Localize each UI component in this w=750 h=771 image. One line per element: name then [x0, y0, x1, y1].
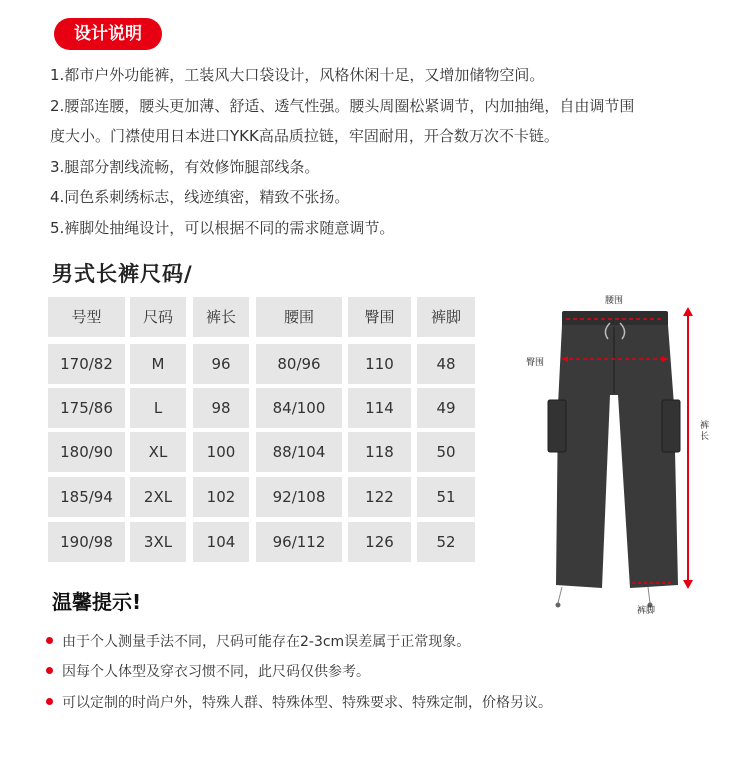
table-cell: 2XL — [130, 477, 186, 517]
table-cell: 170/82 — [48, 344, 125, 384]
header-cell: 腰围 — [256, 297, 342, 337]
header-cell: 尺码 — [130, 297, 186, 337]
header-cell: 裤长 — [193, 297, 249, 337]
hem-drawstring — [558, 587, 650, 603]
header-cell: 号型 — [48, 297, 125, 337]
table-cell: 102 — [193, 477, 249, 517]
tip-item — [46, 662, 370, 682]
table-cell: L — [130, 388, 186, 428]
table-cell: M — [130, 344, 186, 384]
table-cell: 104 — [193, 522, 249, 562]
header-cell: 臀围 — [348, 297, 411, 337]
length-label: 裤长 — [700, 421, 710, 442]
pants-diagram — [510, 285, 730, 629]
description-line: 3.腿部分割线流畅，有效修饰腿部线条。 — [50, 157, 320, 176]
header-cell: 裤脚 — [417, 297, 475, 337]
description-line: 2.腰部连腰，腰头更加薄、舒适、透气性强。腰头周圈松紧调节，内加抽绳，自由调节围 — [50, 96, 635, 115]
table-cell: 80/96 — [256, 344, 342, 384]
hem-toggle — [556, 603, 561, 608]
trouser-body — [556, 325, 678, 588]
tip-text: 由于个人测量手法不同，尺码可能存在2-3cm误差属于正常现象。 — [62, 634, 471, 650]
hem-label: 裤脚 — [637, 606, 656, 616]
table-cell: 122 — [348, 477, 411, 517]
tip-item — [46, 632, 470, 652]
pants-illustration — [510, 285, 730, 625]
table-cell: 126 — [348, 522, 411, 562]
tip-text: 可以定制的时尚户外，特殊人群、特殊体型、特殊要求、特殊定制，价格另议。 — [62, 695, 552, 711]
table-cell: 180/90 — [48, 432, 125, 472]
table-cell: 3XL — [130, 522, 186, 562]
tip-text: 因每个人体型及穿衣习惯不同，此尺码仅供参考。 — [62, 664, 370, 680]
table-cell: 84/100 — [256, 388, 342, 428]
left-cargo-pocket — [548, 400, 566, 452]
description-block — [50, 60, 720, 243]
table-cell: 52 — [417, 522, 475, 562]
table-cell: 114 — [348, 388, 411, 428]
table-cell: 92/108 — [256, 477, 342, 517]
length-arrow — [683, 307, 693, 316]
table-cell: 49 — [417, 388, 475, 428]
right-cargo-pocket — [662, 400, 680, 452]
description-line: 1.都市户外功能裤，工装风大口袋设计，风格休闲十足，又增加储物空间。 — [50, 66, 545, 84]
size-chart-title: 男式长裤尺码/ — [52, 262, 193, 286]
table-cell: 50 — [417, 432, 475, 472]
table-cell: 51 — [417, 477, 475, 517]
table-cell: 96 — [193, 344, 249, 384]
description-line: 4.同色系刺绣标志，线迹缜密，精致不张扬。 — [50, 188, 350, 206]
design-notes-badge: 设计说明 — [54, 18, 162, 50]
bullet-dot-icon — [46, 637, 53, 644]
table-cell: 100 — [193, 432, 249, 472]
description-line: 5.裤脚处抽绳设计，可以根据不同的需求随意调节。 — [50, 218, 395, 237]
hip-label: 臀围 — [526, 358, 545, 368]
description-line: 度大小。门襟使用日本进口YKK高品质拉链，牢固耐用，开合数万次不卡链。 — [50, 127, 559, 145]
table-cell: 185/94 — [48, 477, 125, 517]
waist-label: 腰围 — [605, 296, 624, 306]
bullet-dot-icon — [46, 667, 53, 674]
table-cell: 190/98 — [48, 522, 125, 562]
table-cell: 175/86 — [48, 388, 125, 428]
tip-item — [46, 693, 552, 713]
bullet-dot-icon — [46, 698, 53, 705]
table-cell: 48 — [417, 344, 475, 384]
length-arrow — [683, 580, 693, 589]
tips-title: 温馨提示! — [52, 590, 142, 614]
table-cell: 88/104 — [256, 432, 342, 472]
table-cell: 98 — [193, 388, 249, 428]
table-cell: 118 — [348, 432, 411, 472]
table-cell: 96/112 — [256, 522, 342, 562]
table-cell: XL — [130, 432, 186, 472]
table-cell: 110 — [348, 344, 411, 384]
